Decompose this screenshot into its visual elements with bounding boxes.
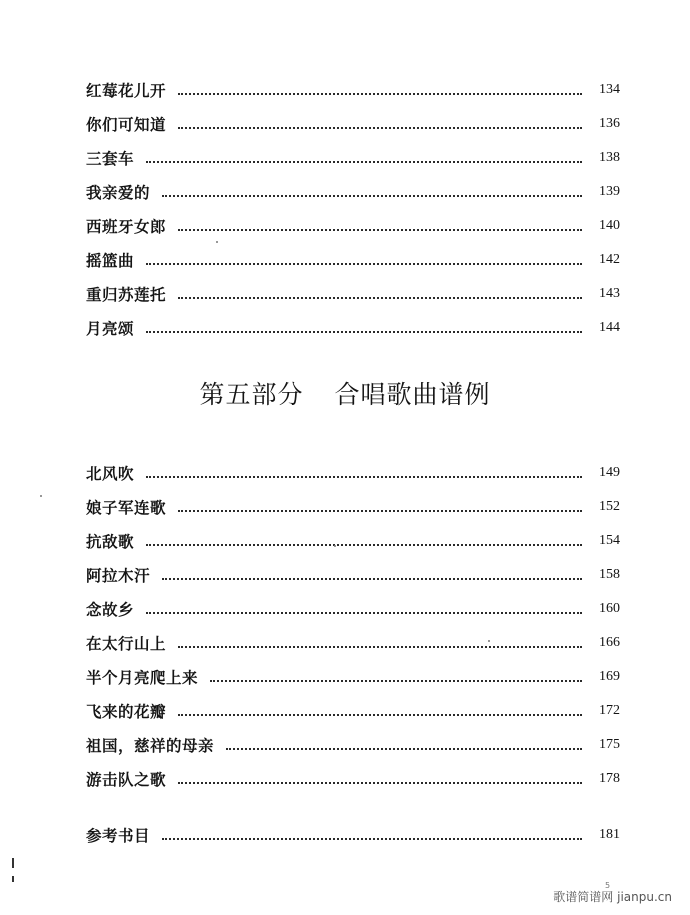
toc-entry-page: 160 <box>599 601 620 616</box>
scan-edge-mark <box>12 876 14 882</box>
dot-leader <box>210 679 582 682</box>
toc-entry-title: 北风吹 <box>86 465 135 483</box>
toc-entry-title: 游击队之歌 <box>86 771 167 789</box>
dot-leader <box>146 543 582 546</box>
toc-entry-page: 158 <box>599 567 620 582</box>
toc-entry-page: 142 <box>599 252 620 267</box>
toc-entry-page: 139 <box>599 184 620 199</box>
dot-leader <box>226 747 582 750</box>
toc-entry-page: 169 <box>599 669 620 684</box>
toc-entry <box>86 141 620 175</box>
toc-entry <box>86 175 620 209</box>
toc-entry <box>86 456 620 490</box>
dot-leader <box>178 296 582 299</box>
toc-entry-title: 祖国，慈祥的母亲 <box>86 737 215 755</box>
toc-entry-title: 在太行山上 <box>86 635 167 653</box>
dot-leader <box>146 475 582 478</box>
dot-leader <box>162 837 582 840</box>
toc-entry-page: 152 <box>599 499 620 514</box>
toc-entry-title: 飞来的花瓣 <box>86 703 167 721</box>
toc-entry-title: 西班牙女郎 <box>86 218 167 236</box>
dot-leader <box>178 126 582 129</box>
toc-list-songs <box>86 73 620 345</box>
toc-entry-page: 181 <box>599 827 620 842</box>
toc-entry <box>86 660 620 694</box>
toc-entry <box>86 490 620 524</box>
site-watermark <box>553 888 672 905</box>
watermark-url: jianpu.cn <box>617 890 672 904</box>
toc-entry-title: 念故乡 <box>86 601 135 619</box>
toc-entry-title: 月亮颂 <box>86 320 135 338</box>
toc-entry-page: 166 <box>599 635 620 650</box>
toc-entry-title: 重归苏莲托 <box>86 286 167 304</box>
toc-entry <box>86 243 620 277</box>
toc-entry <box>86 728 620 762</box>
toc-entry-title: 参考书目 <box>86 827 151 845</box>
scan-edge-mark <box>12 858 14 868</box>
toc-entry-title: 三套车 <box>86 150 135 168</box>
dot-leader <box>178 228 582 231</box>
toc-entry-page: 149 <box>599 465 620 480</box>
toc-entry <box>86 818 620 852</box>
toc-entry-page: 138 <box>599 150 620 165</box>
toc-entry-page: 143 <box>599 286 620 301</box>
toc-list-choral-songs <box>86 456 620 796</box>
watermark-text: 歌谱简谱网 <box>553 890 614 904</box>
toc-entry-page: 172 <box>599 703 620 718</box>
toc-entry <box>86 762 620 796</box>
toc-entry-page: 134 <box>599 82 620 97</box>
section-heading: 第五部分 合唱歌曲谱例 <box>199 380 491 409</box>
dot-leader <box>162 194 582 197</box>
toc-entry-title: 红莓花儿开 <box>86 82 167 100</box>
toc-entry <box>86 73 620 107</box>
toc-entry <box>86 524 620 558</box>
toc-entry <box>86 592 620 626</box>
dot-leader <box>178 713 582 716</box>
toc-entry-title: 阿拉木汗 <box>86 567 151 585</box>
toc-entry-title: 半个月亮爬上来 <box>86 669 199 687</box>
toc-entry-page: 140 <box>599 218 620 233</box>
toc-entry-title: 摇篮曲 <box>86 252 135 270</box>
dot-leader <box>178 509 582 512</box>
toc-list-references <box>86 818 620 852</box>
scan-speck <box>488 640 490 642</box>
dot-leader <box>146 160 582 163</box>
toc-entry-page: 144 <box>599 320 620 335</box>
scan-speck <box>216 241 218 243</box>
toc-entry <box>86 311 620 345</box>
toc-entry <box>86 558 620 592</box>
toc-entry <box>86 107 620 141</box>
toc-entry-title: 你们可知道 <box>86 116 167 134</box>
toc-entry-title: 娘子军连歌 <box>86 499 167 517</box>
dot-leader <box>178 781 582 784</box>
toc-entry-title: 抗敌歌 <box>86 533 135 551</box>
toc-entry-page: 154 <box>599 533 620 548</box>
dot-leader <box>146 262 582 265</box>
scan-speck <box>40 495 42 497</box>
toc-entry-page: 175 <box>599 737 620 752</box>
toc-entry <box>86 277 620 311</box>
dot-leader <box>146 330 582 333</box>
dot-leader <box>178 645 582 648</box>
dot-leader <box>162 577 582 580</box>
toc-entry <box>86 209 620 243</box>
dot-leader <box>178 92 582 95</box>
scan-speck <box>334 545 336 547</box>
dot-leader <box>146 611 582 614</box>
toc-entry-title: 我亲爱的 <box>86 184 151 202</box>
toc-entry-page: 178 <box>599 771 620 786</box>
page-number: 5 <box>605 881 611 890</box>
toc-entry <box>86 626 620 660</box>
toc-entry-page: 136 <box>599 116 620 131</box>
toc-entry <box>86 694 620 728</box>
